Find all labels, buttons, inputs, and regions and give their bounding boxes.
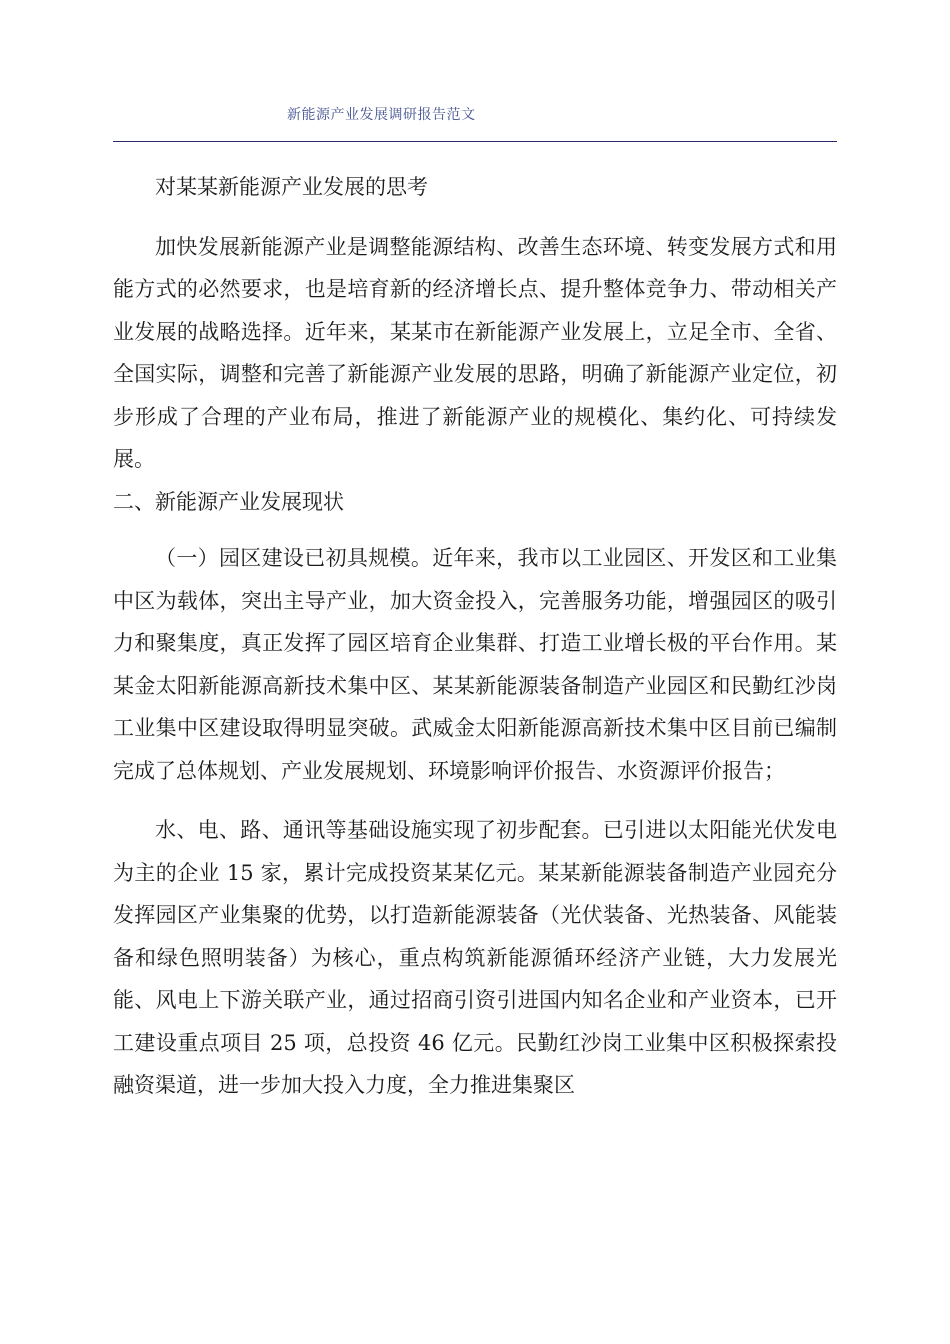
document-body xyxy=(113,166,837,1107)
paragraph-infrastructure: 水、电、路、通讯等基础设施实现了初步配套。已引进以太阳能光伏发电为主的企业 15 家，累计完成投资某某亿元。某某新能源装备制造产业园充分发挥园区产业集聚的优势，以打造新能源装备（光伏装备、光热装备、风能装备和绿色照明装备）为核心，重点构筑新能源循环经济产业链，大力发展光能、风电上下游关联产业，通过招商引资引进国内知名企业和产业资本，已开工建设重点项目 25 项，总投资 46 亿元。民勤红沙岗工业集中区积极探索投融资渠道，进一步加大投入力度，全力推进集聚区 xyxy=(113,818,837,1097)
section-heading: 二、新能源产业发展现状 xyxy=(113,489,344,514)
document-title: 对某某新能源产业发展的思考 xyxy=(155,175,428,199)
page-header-title: 新能源产业发展调研报告范文 xyxy=(287,107,476,123)
header-divider xyxy=(113,141,837,142)
paragraph-intro: 加快发展新能源产业是调整能源结构、改善生态环境、转变发展方式和用能方式的必然要求，也是培育新的经济增长点、提升整体竞争力、带动相关产业发展的战略选择。近年来，某某市在新能源产业发展上，立足全市、全省、全国实际，调整和完善了新能源产业发展的思路，明确了新能源产业定位，初步形成了合理的产业布局，推进了新能源产业的规模化、集约化、可持续发展。 xyxy=(113,234,837,471)
paragraph-park-construction: （一）园区建设已初具规模。近年来，我市以工业园区、开发区和工业集中区为载体，突出主导产业，加大资金投入，完善服务功能，增强园区的吸引力和聚集度，真正发挥了园区培育企业集群、打造工业增长极的平台作用。某某金太阳新能源高新技术集中区、某某新能源装备制造产业园区和民勤红沙岗工业集中区建设取得明显突破。武威金太阳新能源高新技术集中区目前已编制完成了总体规划、产业发展规划、环境影响评价报告、水资源评价报告； xyxy=(113,546,837,783)
